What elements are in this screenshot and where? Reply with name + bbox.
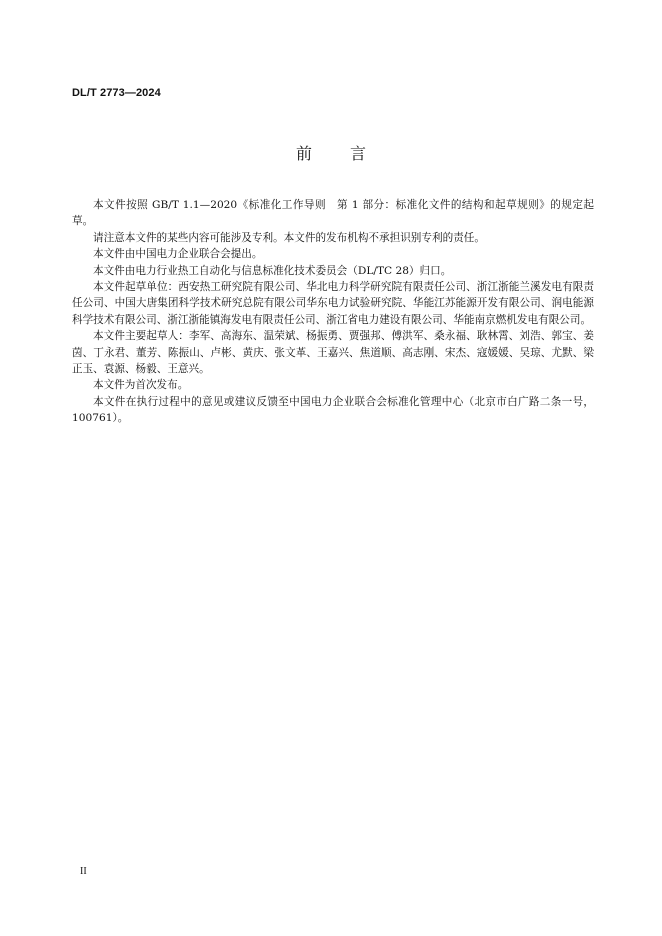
page-number: II: [80, 866, 87, 877]
paragraph-proposer: 本文件由中国电力企业联合会提出。: [93, 248, 263, 261]
section-title-char-2: 言: [350, 144, 367, 163]
foreword-body: [72, 197, 594, 427]
section-title: [0, 144, 662, 164]
paragraph-technical-committee: 本文件由电力行业热工自动化与信息标准化技术委员会（DL/TC 28）归口。: [93, 264, 452, 277]
paragraph-main-drafters: 本文件主要起草人：李军、高海东、温荣斌、杨振勇、贾强邦、傅洪军、桑永福、耿林霄、刘浩、郭宝、姜茵、丁永君、董芳、陈振山、卢彬、黄庆、张文革、王嘉兴、焦道顺、高志刚、宋杰、寇媛媛、吴琼、尤默、梁正玉、袁源、杨毅、王意兴。: [72, 330, 594, 376]
paragraph-feedback-contact: 本文件在执行过程中的意见或建议反馈至中国电力企业联合会标准化管理中心（北京市白广路二条一号，100761）。: [72, 395, 594, 425]
paragraph-first-release: 本文件为首次发布。: [93, 379, 189, 392]
paragraph-patent-notice: 请注意本文件的某些内容可能涉及专利。本文件的发布机构不承担识别专利的责任。: [93, 231, 485, 244]
paragraph-drafting-organizations: 本文件起草单位：西安热工研究院有限公司、华北电力科学研究院有限责任公司、浙江浙能兰溪发电有限责任公司、中国大唐集团科学技术研究总院有限公司华东电力试验研究院、华能江苏能源开发有限公司、润电能源科学技术有限公司、浙江浙能镇海发电有限责任公司、浙江省电力建设有限公司、华能南京燃机发电有限公司。: [72, 281, 594, 326]
section-title-char-1: 前: [295, 144, 312, 163]
paragraph-drafting-rules: 本文件按照 GB/T 1.1—2020《标准化工作导则 第 1 部分：标准化文件的结构和起草规则》的规定起草。: [72, 199, 594, 228]
standard-code: DL/T 2773—2024: [72, 87, 161, 99]
